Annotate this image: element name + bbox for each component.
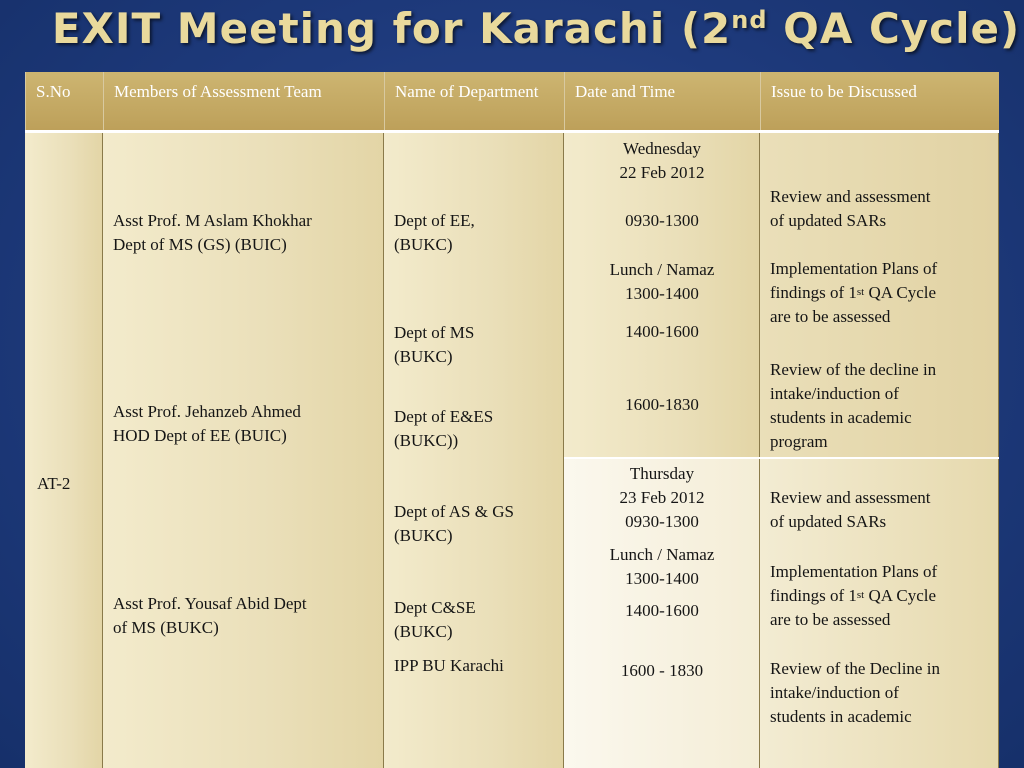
slide-title: EXIT Meeting for Karachi (2nd QA Cycle): [51, 4, 1021, 53]
slot-wed-1: 0930-1300: [625, 211, 699, 230]
department-2: Dept of MS (BUKC): [394, 323, 475, 366]
issue-wed-implementation: Implementation Plans of findings of 1st QA Cycle are to be assessed: [770, 259, 938, 326]
department-4: Dept of AS & GS (BUKC): [394, 502, 514, 545]
header-department: Name of Department: [384, 72, 564, 130]
slot-wed-4: 1600-1830: [625, 395, 699, 414]
sno-value: AT-2: [37, 474, 71, 493]
header-issue: Issue to be Discussed: [760, 72, 999, 130]
slot-thu-4: 1600 - 1830: [620, 661, 704, 680]
department-5: Dept C&SE (BUKC): [394, 598, 476, 641]
sno-cell: [25, 133, 103, 768]
member-1: Asst Prof. M Aslam Khokhar Dept of MS (GS) (BUIC): [113, 211, 312, 254]
slot-thu-3: 1400-1600: [625, 601, 699, 620]
slot-wed-lunch: Lunch / Namaz 1300-1400: [609, 260, 715, 303]
issue-wed-decline: Review of the decline in intake/induction of students in academic program: [770, 360, 937, 451]
department-3: Dept of E&ES (BUKC)): [394, 407, 494, 450]
issues-cell-thursday: [760, 459, 999, 768]
issue-thu-decline: Review of the Decline in intake/induction of students in academic: [770, 659, 940, 726]
issue-thu-implementation: Implementation Plans of findings of 1st QA Cycle are to be assessed: [770, 562, 938, 629]
header-sno: S.No: [25, 72, 103, 130]
member-2: Asst Prof. Jehanzeb Ahmed HOD Dept of EE (BUIC): [113, 402, 301, 445]
issue-thu-review: Review and assessment of updated SARs: [770, 488, 931, 531]
department-1: Dept of EE, (BUKC): [394, 211, 475, 254]
header-date-time: Date and Time: [564, 72, 760, 130]
member-3: Asst Prof. Yousaf Abid Dept of MS (BUKC): [113, 594, 307, 637]
departments-cell: [384, 133, 564, 768]
issues-cell-wednesday: [760, 133, 999, 458]
members-cell: [103, 133, 384, 768]
date-cell-thursday: [564, 459, 760, 768]
date-cell-wednesday: [564, 133, 760, 458]
department-6: IPP BU Karachi: [394, 656, 504, 675]
date-wednesday: Wednesday 22 Feb 2012: [619, 139, 705, 182]
date-thursday: Thursday 23 Feb 2012 0930-1300: [619, 464, 705, 531]
issue-wed-review: Review and assessment of updated SARs: [770, 187, 931, 230]
slot-thu-lunch: Lunch / Namaz 1300-1400: [609, 545, 715, 588]
slot-wed-3: 1400-1600: [625, 322, 699, 341]
schedule-table: [25, 72, 999, 768]
header-members: Members of Assessment Team: [103, 72, 384, 130]
